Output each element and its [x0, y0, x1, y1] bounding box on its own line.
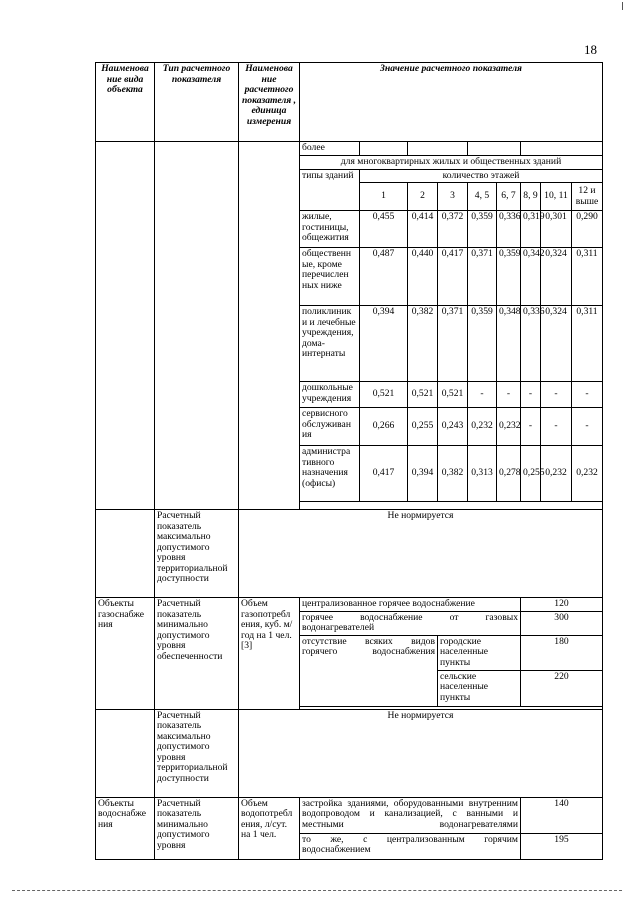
not-normalized: Не нормируется [239, 510, 603, 598]
type-cell-continued [155, 142, 239, 510]
indicator-type: Расчетный показатель максимально допустимого уровня территориальной доступности [155, 510, 239, 598]
value-cell: - [521, 382, 541, 408]
value-cell: 0,487 [360, 248, 408, 306]
indicator-type: Расчетный показатель минимально допустимого уровня [155, 797, 239, 859]
indicators-table [95, 62, 603, 860]
floor-header: 12 и выше [572, 183, 603, 211]
gas-label: отсутствие всяких видов горячего водоснабжения [300, 635, 438, 706]
value-cell: 0,382 [408, 306, 438, 382]
value-cell: - [541, 408, 572, 446]
value-cell: 0,311 [572, 248, 603, 306]
floor-header: 1 [360, 183, 408, 211]
value-cell: 0,394 [360, 306, 408, 382]
more-label: более [300, 142, 360, 156]
value-cell: 0,336 [521, 306, 541, 382]
floor-header: 4, 5 [468, 183, 497, 211]
heat-accessibility-row [96, 510, 603, 598]
floor-header: 2 [408, 183, 438, 211]
value-cell: 0,290 [572, 211, 603, 248]
value-cell: - [572, 382, 603, 408]
floor-header: 10, 11 [541, 183, 572, 211]
value-cell: 0,394 [408, 446, 438, 502]
building-type: администра тивного назначения (офисы) [300, 446, 360, 502]
value-cell: 0,359 [468, 211, 497, 248]
value-cell: 0,348 [497, 306, 521, 382]
gas-accessibility-row [96, 709, 603, 797]
value-cell: 0,301 [541, 211, 572, 248]
gas-sublabel: сельские населенные пункты [438, 670, 521, 706]
object-cell-continued [96, 709, 155, 797]
value-cell: 0,521 [408, 382, 438, 408]
value-cell: 0,324 [541, 306, 572, 382]
header-row [96, 63, 603, 142]
water-label: то же, с централизованным горячим водоснабжением [300, 833, 521, 859]
empty-cell [360, 142, 408, 156]
value-cell: 0,382 [438, 446, 468, 502]
header-object-type: Наименова ние вида объекта [96, 63, 155, 142]
empty-cell [468, 142, 521, 156]
value-cell: - [468, 382, 497, 408]
page-number: 18 [584, 42, 597, 57]
value-cell: 0,232 [541, 446, 572, 502]
empty-cell [521, 142, 603, 156]
gas-sublabel: городские населенные пункты [438, 635, 521, 670]
value-cell: 0,313 [468, 446, 497, 502]
value-cell: 0,266 [360, 408, 408, 446]
gas-value: 220 [521, 670, 603, 706]
value-cell: 0,278 [497, 446, 521, 502]
object-cell-continued [96, 142, 155, 510]
value-cell: 0,324 [541, 248, 572, 306]
object-name: Объекты водоснабже ния [96, 797, 155, 859]
building-type: дошкольные учреждения [300, 382, 360, 408]
object-name: Объекты газоснабже ния [96, 598, 155, 710]
value-cell: 0,243 [438, 408, 468, 446]
value-cell: 0,455 [360, 211, 408, 248]
empty-cell [408, 142, 468, 156]
water-label: застройка зданиями, оборудованными внутренним водопроводом и канализацией, с ванными и местными водонагревателями [300, 797, 521, 833]
heat-subtitle: для многоквартирных жилых и общественных зданий [300, 156, 603, 170]
building-type: общественн ые, кроме перечислен ных ниже [300, 248, 360, 306]
indicator-type: Расчетный показатель минимально допустимого уровня обеспеченности [155, 598, 239, 710]
value-cell: 0,372 [438, 211, 468, 248]
indicator-cell-continued [239, 142, 300, 510]
value-cell: - [572, 408, 603, 446]
value-cell: 0,417 [438, 248, 468, 306]
indicator-type: Расчетный показатель максимально допустимого уровня территориальной доступности [155, 709, 239, 797]
value-cell: 0,342 [521, 248, 541, 306]
floor-header: 6, 7 [497, 183, 521, 211]
building-type: жилые, гостиницы, общежития [300, 211, 360, 248]
value-cell: 0,359 [468, 306, 497, 382]
building-type: сервисного обслуживан ия [300, 408, 360, 446]
gas-central-row [96, 598, 603, 612]
indicator-name: Объем водопотребл ения, л/сут. на 1 чел. [239, 797, 300, 859]
page-bottom-dashed-line [12, 890, 622, 891]
header-indicator-value: Значение расчетного показателя [300, 63, 603, 142]
value-cell: - [497, 382, 521, 408]
indicator-name: Объем газопотребл ения, куб. м/год на 1 чел. [3] [239, 598, 300, 710]
building-type: поликлиник и и лечебные учреждения, дома- интернаты [300, 306, 360, 382]
value-cell: 0,311 [572, 306, 603, 382]
water-row [96, 797, 603, 833]
value-cell: - [541, 382, 572, 408]
header-indicator-type: Тип расчетного показателя [155, 63, 239, 142]
value-cell: 0,319 [521, 211, 541, 248]
not-normalized: Не нормируется [239, 709, 603, 797]
gas-value: 180 [521, 635, 603, 670]
floor-header: 8, 9 [521, 183, 541, 211]
corner-mark [622, 2, 623, 10]
gas-value: 120 [521, 598, 603, 612]
water-value: 195 [521, 833, 603, 859]
object-cell-continued [96, 510, 155, 598]
value-cell: 0,521 [360, 382, 408, 408]
value-cell: 0,359 [497, 248, 521, 306]
value-cell: 0,232 [572, 446, 603, 502]
value-cell: 0,371 [438, 306, 468, 382]
value-cell: - [521, 408, 541, 446]
value-cell: 0,232 [497, 408, 521, 446]
value-cell: 0,232 [468, 408, 497, 446]
value-cell: 0,521 [438, 382, 468, 408]
empty-cell [300, 502, 603, 510]
floors-label: количество этажей [360, 169, 603, 183]
value-cell: 0,440 [408, 248, 438, 306]
value-cell: 0,417 [360, 446, 408, 502]
value-cell: 0,336 [497, 211, 521, 248]
building-types-label: типы зданий [300, 169, 360, 211]
water-value: 140 [521, 797, 603, 833]
value-cell: 0,414 [408, 211, 438, 248]
more-row [96, 142, 603, 156]
gas-label: централизованное горячее водоснабжение [300, 598, 521, 612]
value-cell: 0,255 [521, 446, 541, 502]
header-indicator-name: Наименова ние расчетного показателя , единица измерения [239, 63, 300, 142]
value-cell: 0,255 [408, 408, 438, 446]
floor-header: 3 [438, 183, 468, 211]
gas-value: 300 [521, 611, 603, 635]
gas-label: горячее водоснабжение от газовых водонагревателей [300, 611, 521, 635]
value-cell: 0,371 [468, 248, 497, 306]
